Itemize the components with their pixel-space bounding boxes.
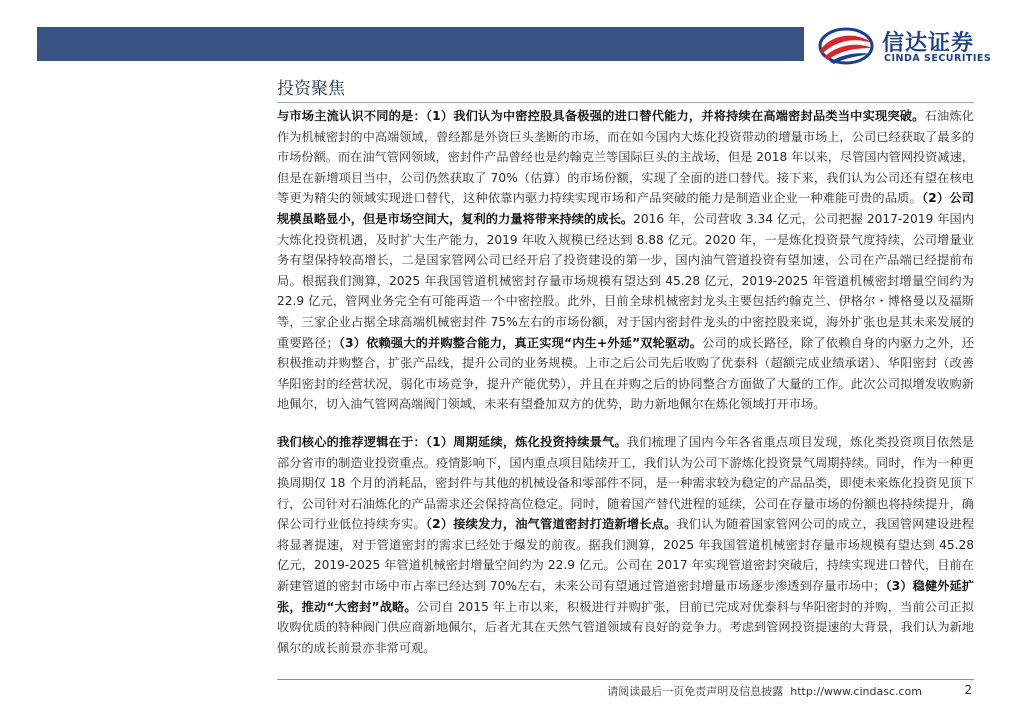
bold-segment: 我们核心的推荐逻辑在于：（1）周期延续，炼化投资持续景气。	[277, 434, 627, 449]
page-number: 2	[964, 683, 972, 697]
brand-name-en: CINDA SECURITIES	[884, 53, 992, 64]
paragraph-core-logic	[277, 432, 974, 659]
text-segment: 2016 年，公司营收 3.34 亿元，公司把握 2017-2019 年国内大炼化投资机遇，及时扩大生产能力，2019 年收入规模已经达到 8.88 亿元。2020 年，一是炼化投资景气度持续，公司增量业务有望保持较高增长，二是国家管网公司已经开启了投资建设的第一步，国内油气管道投资有望加速，公司在产品端已经提前布局。根据我们测算，2025 年我国管道机械密封存量市场规模有望达到 45.28 亿元，2019-2025 年管道机械密封增量空间约为 22.9 亿元，管网业务完全有可能再造一个中密控股。此外，目前全球机械密封龙头主要包括约翰克兰、伊格尔・博格曼以及福斯等，三家企业占据全球高端机械密封件 75%左右的市场份额，对于国内密封件龙头的中密控股来说，海外扩张也是其未来发展的重要路径；	[277, 211, 975, 350]
cinda-logo	[814, 24, 994, 68]
section-title: 投资聚焦	[277, 79, 345, 99]
paragraph-market-view	[277, 106, 974, 415]
bold-segment: （2）接续发力，油气管道密封打造新增长点。	[425, 517, 677, 532]
text-segment: 公司自 2015 年上市以来，积极进行并购扩张，目前已完成对优泰科与华阳密封的并购，当前公司正拟收购优质的特种阀门供应商新地佩尔，后者尤其在天然气管道领域有良好的竞争力。考虑到管网投资提速的大背景，我们认为新地佩尔的成长前景亦非常可观。	[277, 599, 974, 655]
cinda-logo-icon	[814, 24, 878, 68]
brand-name-cn: 信达证券	[882, 31, 975, 56]
text-segment: 我们梳理了国内今年各省重点项目发现，炼化类投资项目依然是部分省市的制造业投资重点。疫情影响下，国内重点项目陆续开工，我们认为公司下游炼化投资景气周期持续。同时，作为一种更换周期仅 18 个月的消耗品，密封件与其他的机械设备和零部件不同，是一种需求较为稳定的产品品类，即使未来炼化投资见顶下行，公司针对石油炼化的产品需求还会保持高位稳定。同时，随着国产替代进程的延续，公司在存量市场的份额也将持续提升，确保公司行业低位持续夯实。	[277, 434, 974, 532]
body-content	[277, 106, 974, 658]
footer-divider	[277, 679, 974, 680]
page-footer	[277, 679, 974, 701]
text-segment: 公司的成长路径，除了依赖自身的内驱力之外，还积极推动并购整合，扩张产品线，提升公司的业务规模。上市之后公司先后收购了优泰科（超额完成业绩承诺）、华阳密封（改善华阳密封的经营状况，弱化市场竞争，提升产能优势），并且在并购之后的协同整合方面做了大量的工作。此次公司拟增发收购新地佩尔，切入油气管网高端阀门领域，未来有望叠加双方的优势，助力新地佩尔在炼化领域打开市场。	[277, 335, 975, 412]
bold-segment: 与市场主流认识不同的是：（1）我们认为中密控股具备极强的进口替代能力，并将持续在高端密封品类当中实现突破。	[277, 109, 925, 123]
footer-disclaimer	[607, 683, 922, 699]
title-divider	[277, 102, 974, 103]
bold-segment: （3）稳健外延扩张，推动“大密封”战略。	[277, 579, 974, 614]
text-segment: 石油炼化作为机械密封的中高端领域，曾经都是外资巨头垄断的市场，而在如今国内大炼化投资带动的增量市场上，公司已经获取了最多的市场份额。而在油气管网领域，密封件产品曾经也是约翰克兰等国际巨头的主战场，但是 2018 年以来，尽管国内管网投资减速，但是在新增项目当中，公司仍然获取了 70%（估算）的市场份额，实现了全面的进口替代。接下来，我们认为公司还有望在核电等更为精尖的领域实现进口替代，这种依靠内驱力持续实现市场和产品突破的能力是制造业企业一种难能可贵的品质。	[277, 109, 974, 206]
header-bar	[37, 27, 804, 61]
bold-segment: （2）公司规模虽略显小，但是市场空间大，复利的力量将带来持续的成长。	[277, 191, 974, 226]
website-link[interactable]: http://www.cindasc.com	[790, 685, 922, 698]
bold-segment: （3）依赖强大的并购整合能力，真正实现“内生+外延”双轮驱动。	[338, 335, 703, 350]
disclaimer-text: 请阅读最后一页免责声明及信息披露	[607, 685, 784, 698]
text-segment: 我们认为随着国家管网公司的成立，我国管网建设进程将显著提速，对于管道密封的需求已经处于爆发的前夜。据我们测算，2025 年我国管道机械密封存量市场规模有望达到 45.28 亿元，2019-2025 年管道机械密封增量空间约为 22.9 亿元。公司在 2017 年实现管道密封突破后，持续实现进口替代，目前在新建管道的密封市场中市占率已经达到 70%左右，未来公司有望通过管道密封增量市场逐步渗透到存量市场中；	[277, 517, 975, 594]
